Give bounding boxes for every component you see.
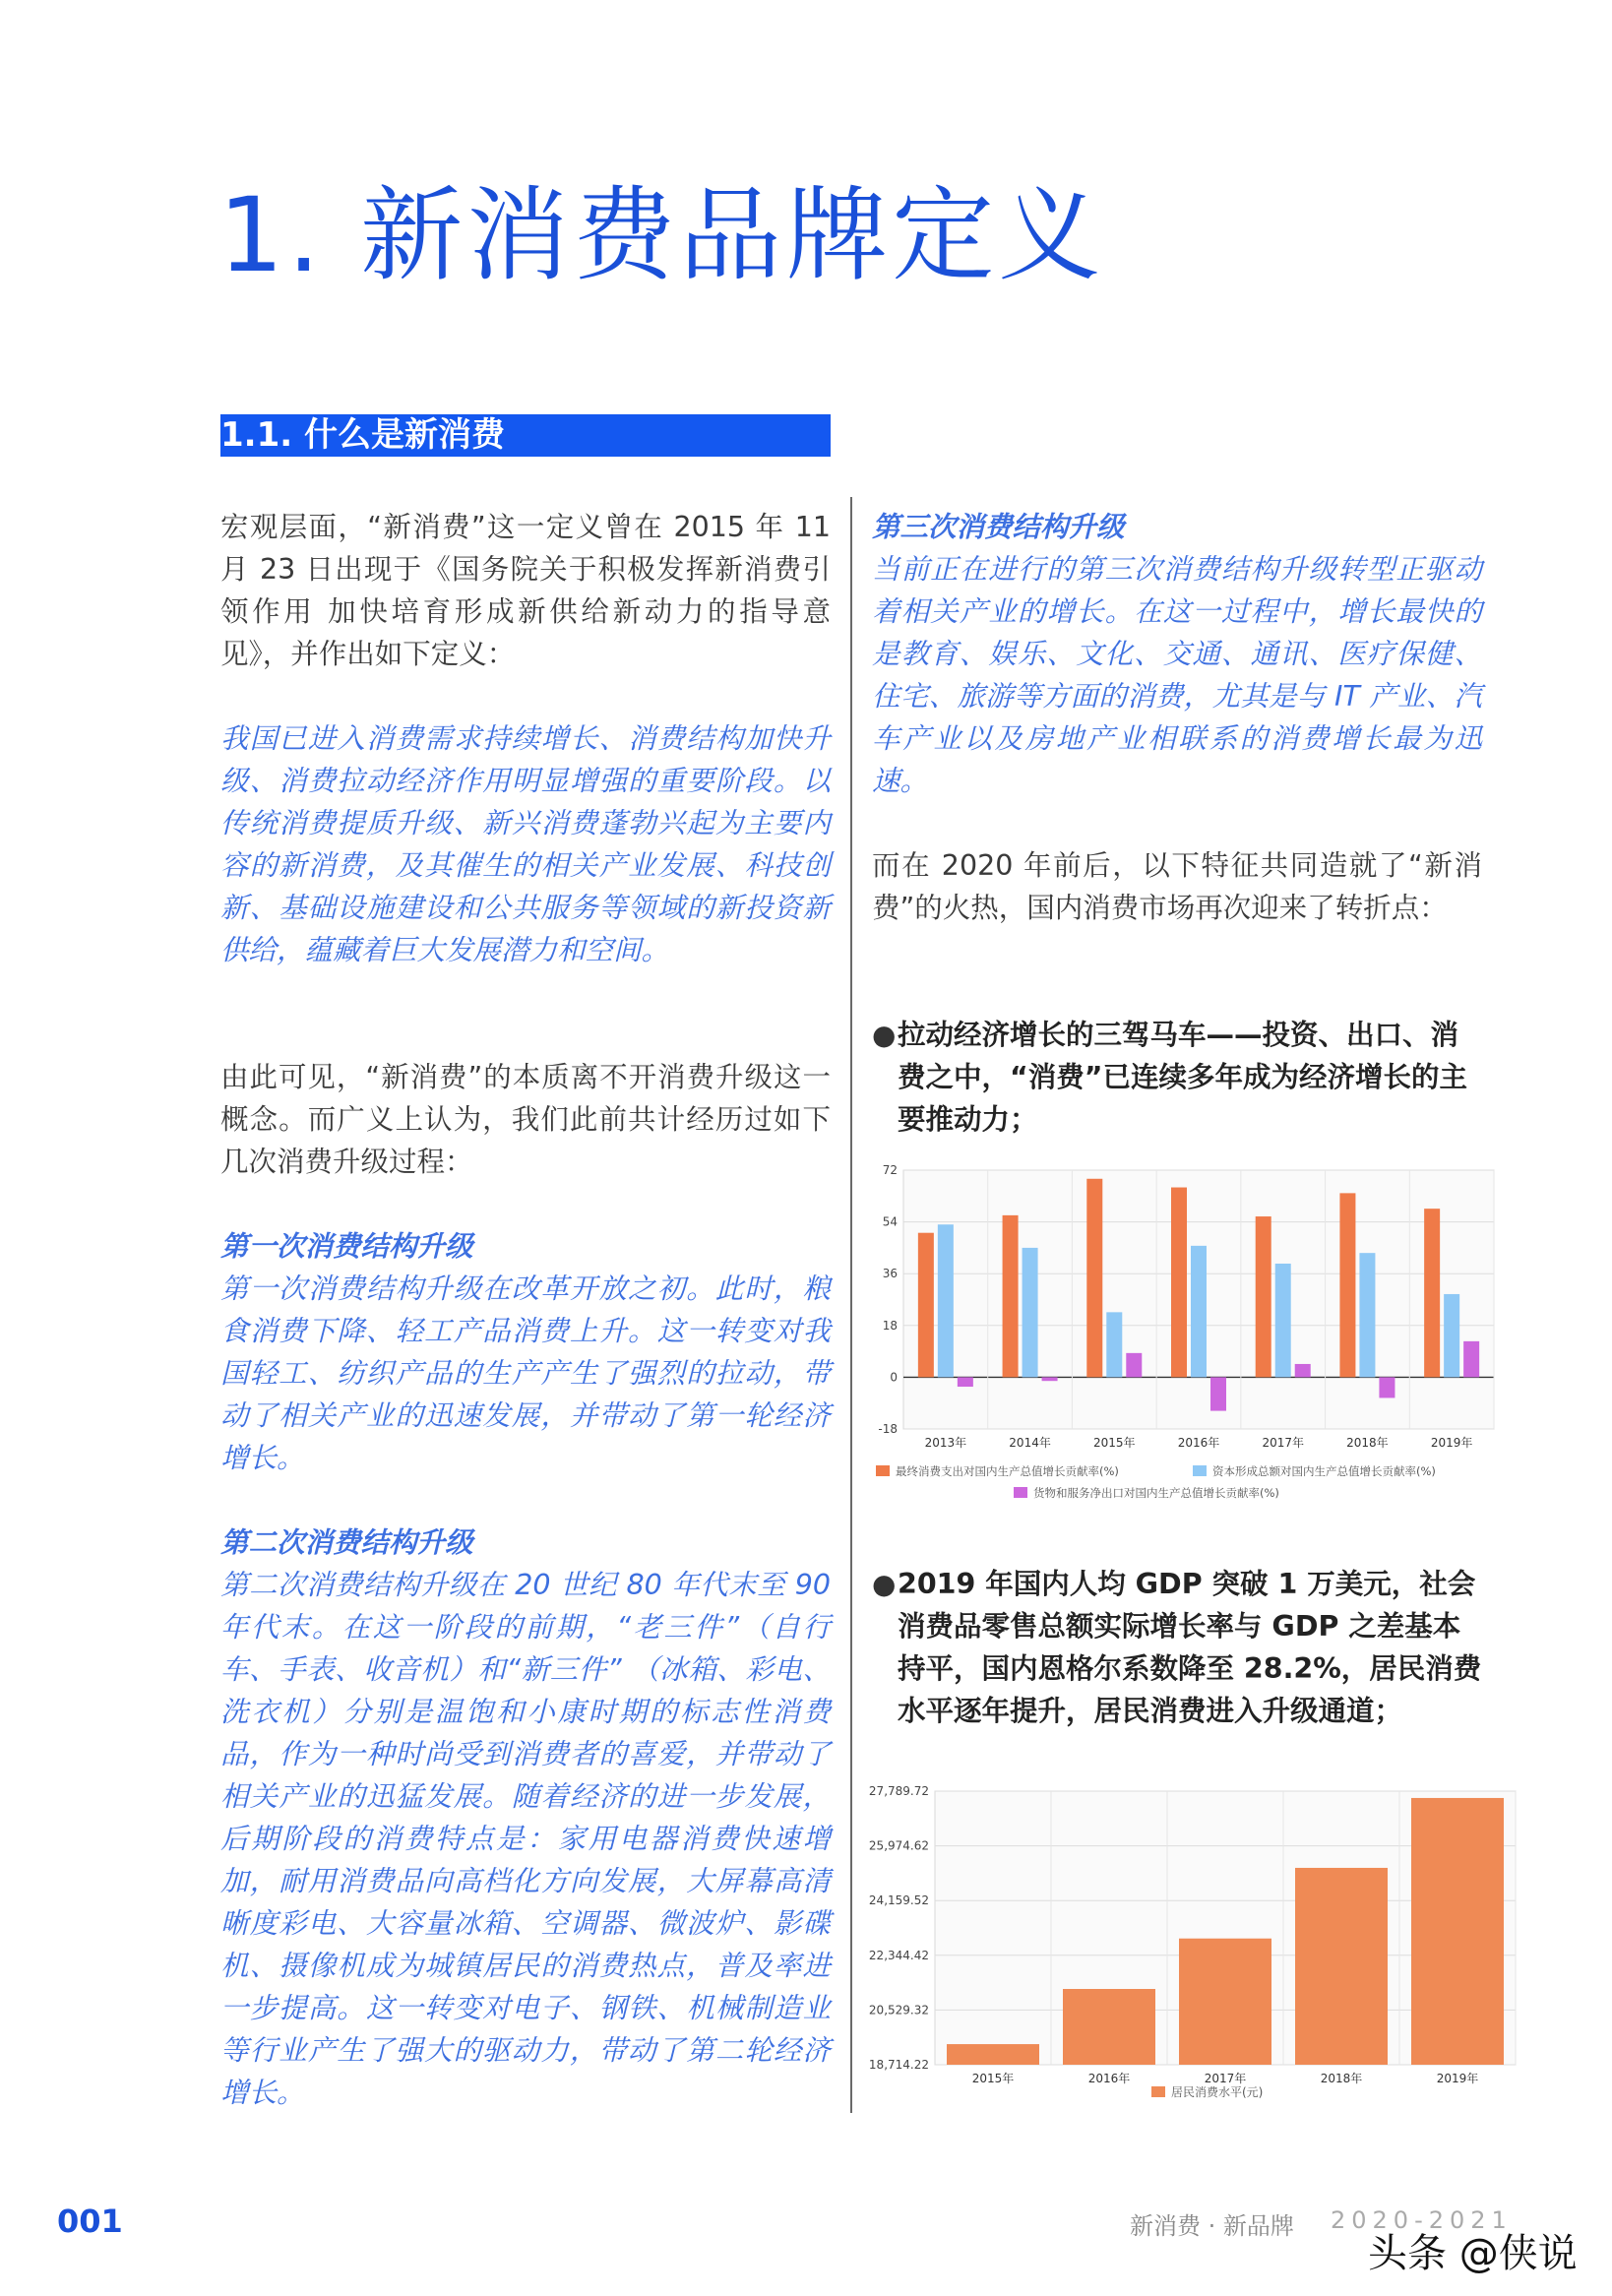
legend-label: 货物和服务净出口对国内生产总值增长贡献率(%) xyxy=(1033,1486,1279,1500)
second-upgrade-body: 第二次消费结构升级在 20 世纪 80 年代末至 90 年代末。在这一阶段的前期，“老三件”（自行车、手表、收音机）和“新三件” （冰箱、彩电、洗衣机）分别是温饱和小康时期的标志性消费品，作为一种时尚受到消费者的喜爱，并带动了相关产业的迅猛发展。随着经济的进一步发展，后期阶段的消费特点是：家用电器消费快速增加，耐用消费品向高档化方向发展，大屏幕高清晰度彩电、大容量冰箱、空调器、微波炉、影碟机、摄像机成为城镇居民的消费热点，普及率进一步提高。这一转变对电子、钢铁、机械制造业等行业产生了强大的驱动力，带动了第二轮经济增长。 xyxy=(220,1569,831,2109)
bullet-item-2 xyxy=(872,1563,1482,1732)
x-tick-label: 2015年 xyxy=(971,2072,1015,2085)
x-tick-label: 2019年 xyxy=(1436,2072,1479,2085)
intro-paragraph: 宏观层面，“新消费”这一定义曾在 2015 年 11 月 23 日出现于《国务院关于积极发挥新消费引领作用 加快培育形成新供给新动力的指导意见》，并作出如下定义： xyxy=(220,511,831,670)
bar xyxy=(1191,1246,1207,1378)
bar xyxy=(1063,1989,1155,2065)
bar xyxy=(1256,1216,1271,1377)
y-tick-label: 0 xyxy=(890,1370,898,1385)
bar xyxy=(938,1224,954,1377)
legend-swatch xyxy=(1193,1465,1207,1476)
page-number: 001 xyxy=(57,2203,123,2240)
watermark: 头条 @侠说 xyxy=(1368,2231,1578,2276)
legend-label: 居民消费水平(元) xyxy=(1171,2085,1264,2099)
section-heading: 1.1. 什么是新消费 xyxy=(220,414,831,457)
bar xyxy=(1086,1179,1102,1378)
y-tick-label: 24,159.52 xyxy=(868,1893,929,1908)
bar xyxy=(1126,1353,1142,1378)
bar xyxy=(1339,1193,1355,1377)
legend-label: 资本形成总额对国内生产总值增长贡献率(%) xyxy=(1212,1464,1436,1478)
y-tick-label: 54 xyxy=(882,1214,898,1229)
bar xyxy=(1359,1253,1375,1377)
y-tick-label: -18 xyxy=(878,1422,898,1436)
legend-label: 最终消费支出对国内生产总值增长贡献率(%) xyxy=(896,1464,1119,1478)
bar xyxy=(1295,1364,1311,1377)
x-tick-label: 2014年 xyxy=(1009,1436,1051,1450)
bar xyxy=(1444,1294,1459,1377)
bullet-dot-icon: ● xyxy=(872,1568,897,1600)
bullet-dot-icon: ● xyxy=(872,1019,897,1051)
bar xyxy=(1106,1312,1122,1377)
legend-swatch xyxy=(876,1465,890,1476)
x-tick-label: 2019年 xyxy=(1430,1436,1473,1450)
bullet-item-1 xyxy=(872,1014,1482,1141)
y-tick-label: 27,789.72 xyxy=(868,1784,929,1798)
bar xyxy=(918,1233,934,1378)
bar xyxy=(1179,1939,1271,2065)
legend-swatch xyxy=(1151,2086,1165,2097)
x-tick-label: 2018年 xyxy=(1320,2072,1363,2085)
y-tick-label: 22,344.42 xyxy=(868,1948,929,1962)
y-tick-label: 18 xyxy=(882,1318,898,1333)
third-upgrade-body: 当前正在进行的第三次消费结构升级转型正驱动着相关产业的增长。在这一过程中，增长最快的是教育、娱乐、文化、交通、通讯、医疗保健、住宅、旅游等方面的消费，尤其是与 IT 产业、汽车产业以及房地产业相联系的消费增长最为迅速。 xyxy=(872,553,1482,797)
legend-swatch xyxy=(1014,1487,1027,1498)
definition-quote: 我国已进入消费需求持续增长、消费结构加快升级、消费拉动经济作用明显增强的重要阶段。以传统消费提质升级、新兴消费蓬勃兴起为主要内容的新消费，及其催生的相关产业发展、科技创新、基础设施建设和公共服务等领域的新投资新供给，蕴藏着巨大发展潜力和空间。 xyxy=(220,722,831,966)
transition-paragraph: 而在 2020 年前后，以下特征共同造就了“新消费”的火热，国内消费市场再次迎来了转折点： xyxy=(872,849,1482,924)
x-tick-label: 2017年 xyxy=(1204,2072,1247,2085)
footer-brand: 新消费 · 新品牌 xyxy=(1130,2212,1294,2240)
bar xyxy=(947,2044,1039,2065)
y-tick-label: 20,529.32 xyxy=(868,2003,929,2017)
bar xyxy=(1275,1264,1291,1377)
summary-paragraph: 由此可见，“新消费”的本质离不开消费升级这一概念。而广义上认为，我们此前共计经历过如下几次消费升级过程： xyxy=(220,1061,831,1178)
x-tick-label: 2016年 xyxy=(1177,1436,1220,1450)
x-tick-label: 2015年 xyxy=(1093,1436,1136,1450)
bar xyxy=(1424,1209,1440,1377)
bar xyxy=(1210,1377,1226,1410)
x-tick-label: 2016年 xyxy=(1087,2072,1131,2085)
first-upgrade-heading: 第一次消费结构升级 xyxy=(220,1230,473,1263)
column-divider xyxy=(850,497,852,2113)
bar xyxy=(1379,1377,1395,1397)
bar xyxy=(1463,1341,1479,1378)
bar xyxy=(1003,1215,1019,1378)
third-upgrade-heading: 第三次消费结构升级 xyxy=(872,511,1125,543)
second-upgrade-heading: 第二次消费结构升级 xyxy=(220,1526,473,1559)
contribution-rate-chart xyxy=(864,1153,1504,1525)
x-tick-label: 2018年 xyxy=(1346,1436,1389,1450)
x-tick-label: 2017年 xyxy=(1262,1436,1304,1450)
y-tick-label: 18,714.22 xyxy=(868,2058,929,2072)
first-upgrade-body: 第一次消费结构升级在改革开放之初。此时，粮食消费下降、轻工产品消费上升。这一转变对我国轻工、纺织产品的生产产生了强烈的拉动，带动了相关产业的迅速发展，并带动了第一轮经济增长。 xyxy=(220,1272,831,1474)
bar xyxy=(1411,1798,1504,2065)
y-tick-label: 36 xyxy=(882,1267,898,1281)
consumption-level-chart xyxy=(864,1771,1533,2106)
bar xyxy=(1171,1188,1187,1378)
x-tick-label: 2013年 xyxy=(924,1436,967,1450)
bar xyxy=(1042,1377,1058,1381)
footer-year: 2020-2021 xyxy=(1331,2206,1513,2234)
bullet-text: 拉动经济增长的三驾马车——投资、出口、消费之中，“消费”已连续多年成为经济增长的主要推动力； xyxy=(898,1019,1467,1136)
bar xyxy=(958,1377,973,1387)
y-tick-label: 25,974.62 xyxy=(868,1838,929,1853)
bullet-text: 2019 年国内人均 GDP 突破 1 万美元，社会消费品零售总额实际增长率与 GDP 之差基本持平，国内恩格尔系数降至 28.2%，居民消费水平逐年提升，居民消费进入升级通道； xyxy=(898,1568,1482,1727)
bar xyxy=(1295,1868,1388,2065)
bar xyxy=(1023,1248,1038,1378)
y-tick-label: 72 xyxy=(882,1163,898,1177)
page-title: 1. 新消费品牌定义 xyxy=(218,175,1105,295)
